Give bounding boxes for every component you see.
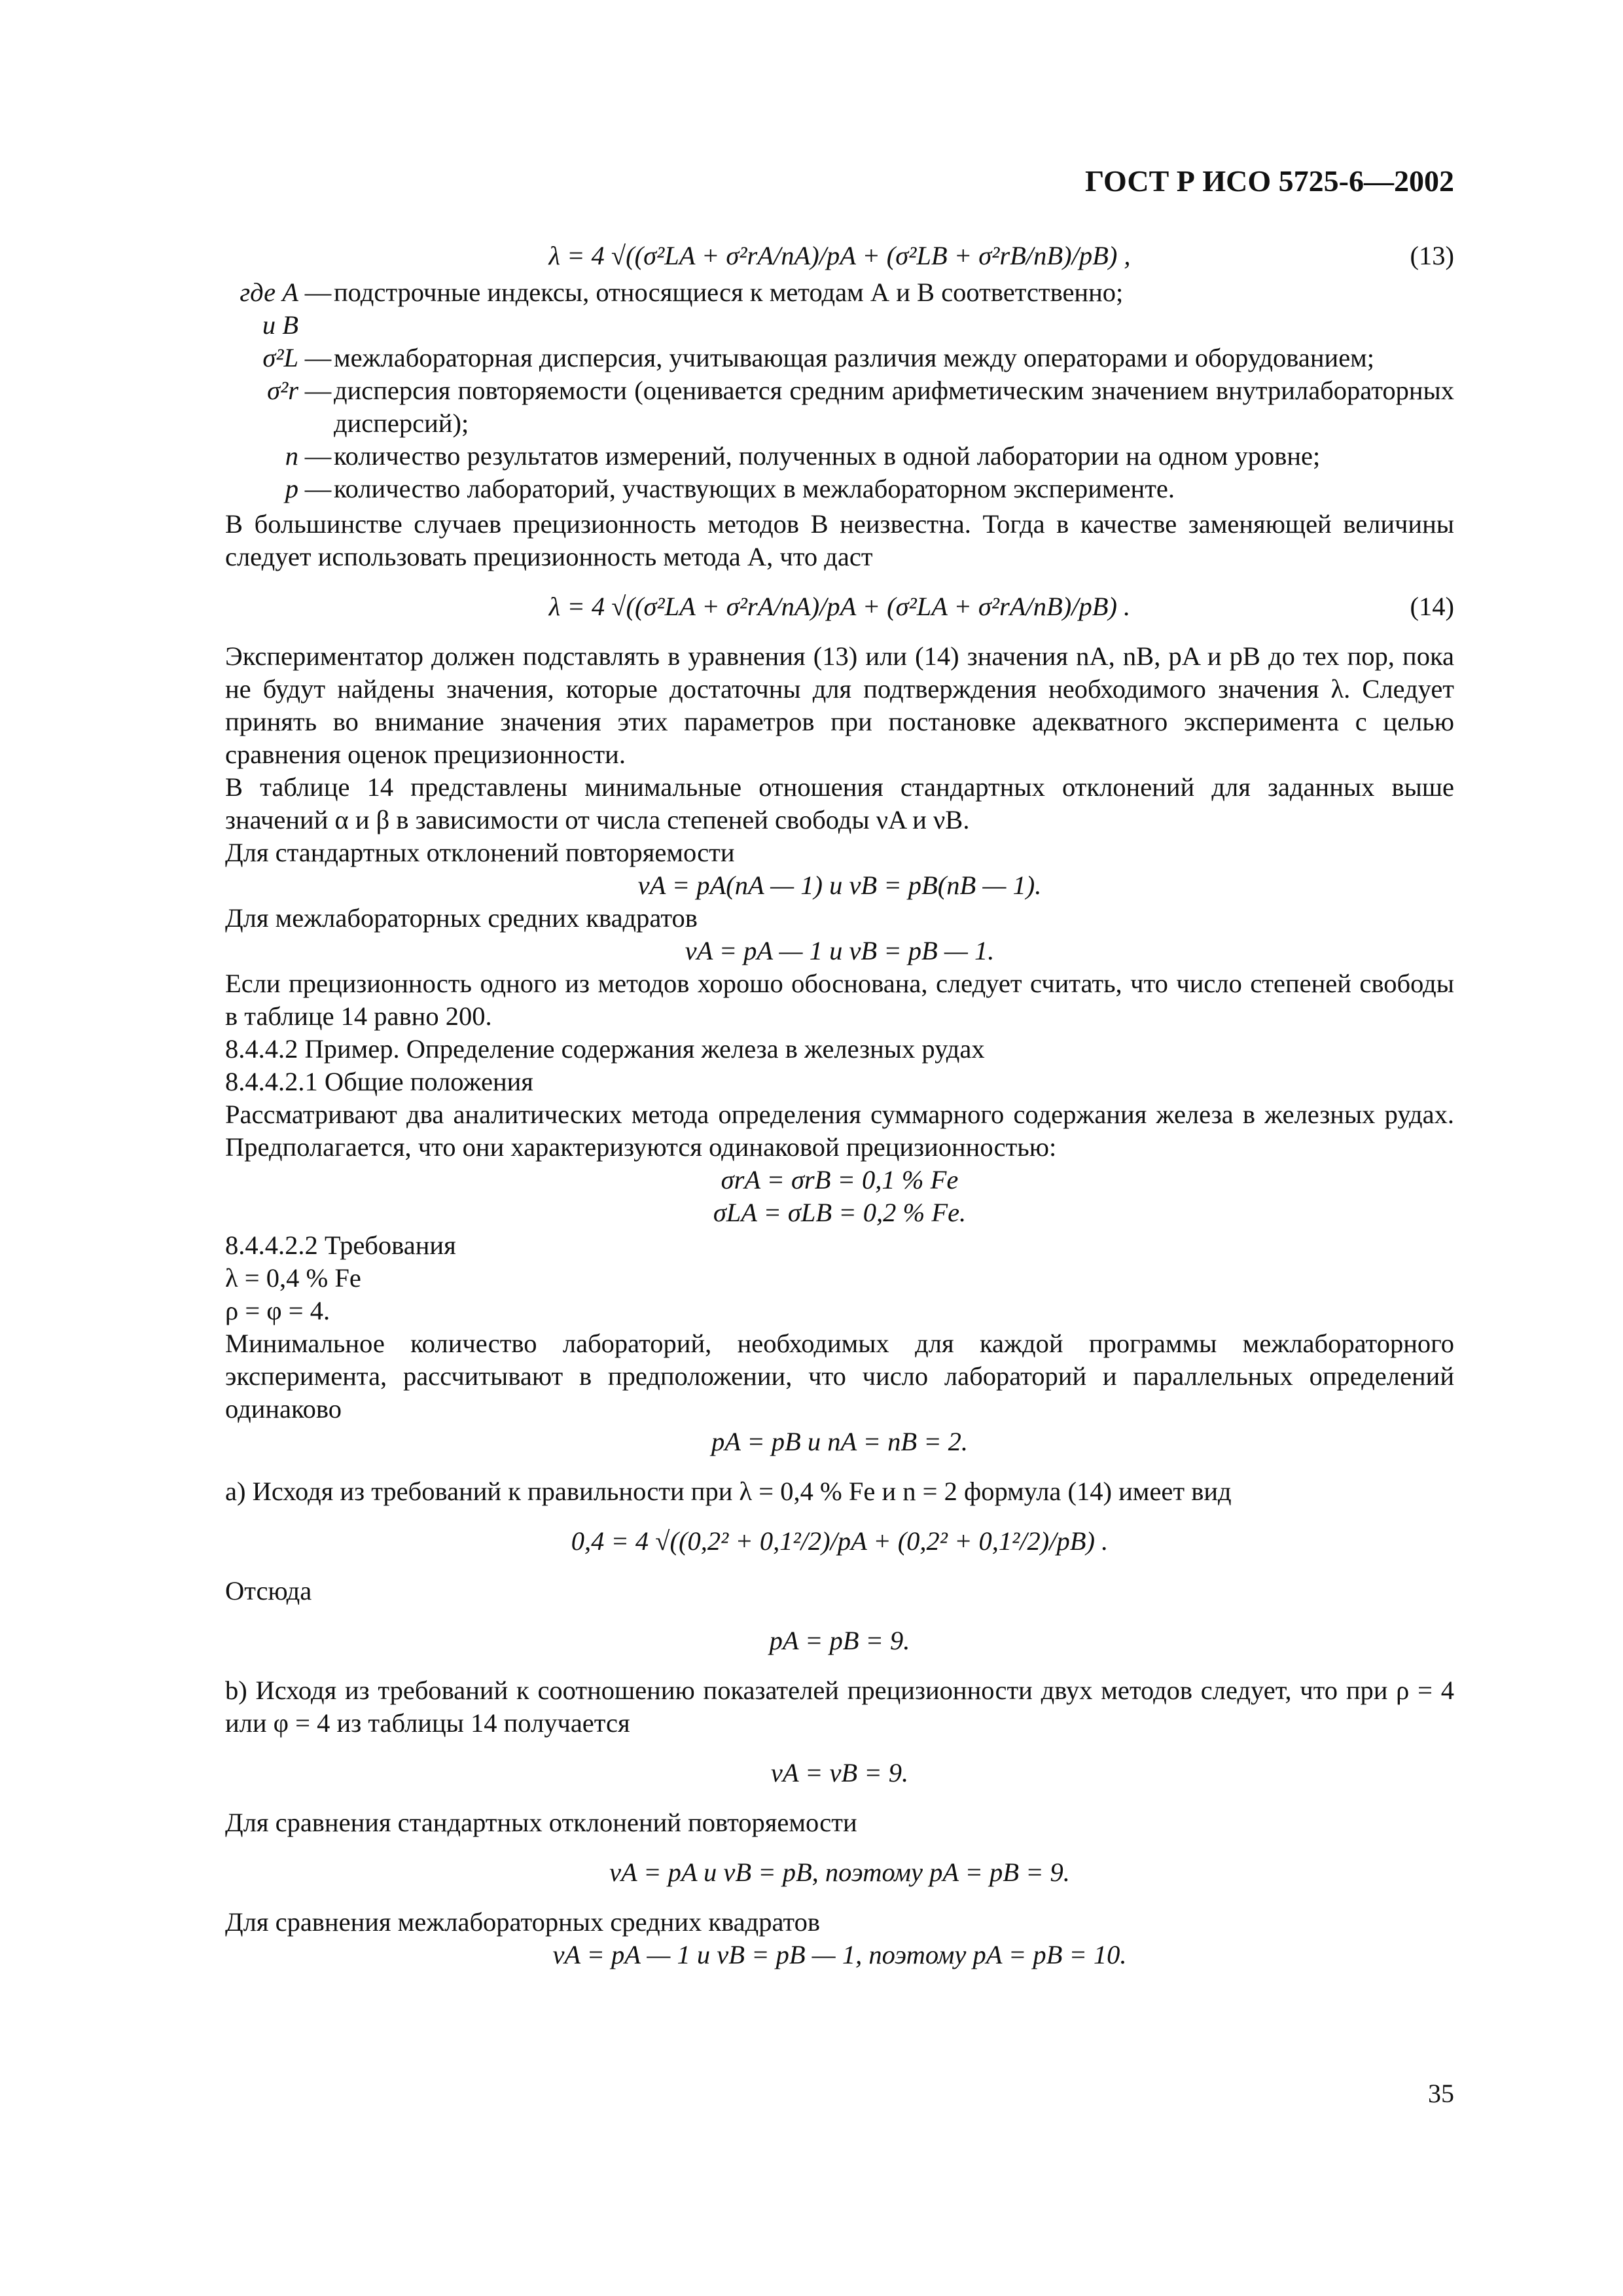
- section-heading-84421: 8.4.4.2.1 Общие положения: [225, 1067, 533, 1096]
- definition-text: количество лабораторий, участвующих в межлабораторном эксперименте.: [334, 474, 1175, 503]
- formula-compare-sd: νA = pA и νB = pB, поэтому pA = pB = 9.: [609, 1857, 1070, 1887]
- paragraph-repeat-sd: Для стандартных отклонений повторяемости: [225, 838, 735, 867]
- formula-repeat-sd: νA = pA(nA — 1) и νB = pB(nB — 1).: [637, 870, 1042, 900]
- paragraph-a: a) Исходя из требований к правильности при λ = 0,4 % Fe и n = 2 формула (14) имеет вид: [225, 1477, 1232, 1506]
- page-number: 35: [1428, 2079, 1454, 2108]
- paragraph-hence: Отсюда: [225, 1576, 312, 1605]
- definition-text: количество результатов измерений, полученных в одной лаборатории на одном уровне;: [334, 441, 1321, 471]
- formula-compare-ms: νA = pA — 1 и νB = pB — 1, поэтому pA = pB = 10.: [552, 1940, 1127, 1969]
- definition-dash: —: [304, 376, 332, 405]
- definition-symbol: σ²r: [267, 376, 298, 405]
- document-body: [225, 240, 1454, 1971]
- formula-b: νA = νB = 9.: [770, 1758, 909, 1787]
- equation-13: [225, 240, 1454, 272]
- section-heading-84422: 8.4.4.2.2 Требования: [225, 1230, 456, 1260]
- definition-item: [225, 276, 1454, 342]
- definition-dash: —: [304, 343, 332, 372]
- requirement-rho: ρ = φ = 4.: [225, 1296, 330, 1325]
- paragraph-two-methods: Рассматривают два аналитических метода определения суммарного содержания железа в железных рудах. Предполагается, что они характеризуются одинаковой прецизионностью:: [225, 1100, 1454, 1162]
- equation-14-number: (14): [1410, 592, 1454, 621]
- definition-dash: —: [304, 441, 332, 471]
- definitions-list: [225, 276, 1454, 505]
- formula-sigma-r: σrA = σrB = 0,1 % Fe: [721, 1165, 959, 1194]
- definition-symbol: где A и B: [240, 278, 298, 340]
- paragraph-experimenter: Экспериментатор должен подставлять в уравнения (13) или (14) значения nA, nB, pA и pB до тех пор, пока не будут найдены значения, которые достаточны для подтверждения необходимого значения λ. Следует принять во внимание значения этих параметров при постановке адекватного эксперимента с целью сравнения оценок прецизионности.: [225, 641, 1454, 769]
- definition-text: межлабораторная дисперсия, учитывающая различия между операторами и оборудованием;: [334, 343, 1375, 372]
- paragraph-compare-sd: Для сравнения стандартных отклонений повторяемости: [225, 1808, 857, 1837]
- paragraph-min-labs: Минимальное количество лабораторий, необходимых для каждой программы межлабораторного эксперимента, рассчитывают в предположении, что число лабораторий и параллельных определений одинаково: [225, 1329, 1454, 1424]
- definition-item: [225, 374, 1454, 440]
- paragraph-compare-ms: Для сравнения межлабораторных средних квадратов: [225, 1907, 820, 1937]
- document-header: ГОСТ Р ИСО 5725-6—2002: [1084, 164, 1454, 198]
- paragraph-if-precision: Если прецизионность одного из методов хорошо обоснована, следует считать, что число степеней свободы в таблице 14 равно 200.: [225, 969, 1454, 1031]
- paragraph-most-cases: В большинстве случаев прецизионность методов В неизвестна. Тогда в качестве заменяющей величины следует использовать прецизионность метода А, что даст: [225, 509, 1454, 571]
- formula-equal: pA = pB и nA = nB = 2.: [711, 1427, 969, 1456]
- definition-item: [225, 440, 1454, 473]
- equation-14-text: λ = 4 √((σ²LA + σ²rA/nA)/pA + (σ²LA + σ²rA/nB)/pB) .: [548, 592, 1131, 621]
- formula-sigma-l: σLA = σLB = 0,2 % Fe.: [713, 1198, 967, 1227]
- formula-hence: pA = pB = 9.: [769, 1626, 910, 1655]
- equation-14: [225, 590, 1454, 623]
- section-heading-8442: 8.4.4.2 Пример. Определение содержания железа в железных рудах: [225, 1034, 985, 1064]
- definition-item: [225, 473, 1454, 505]
- definition-symbol: σ²L: [262, 343, 298, 372]
- formula-a: 0,4 = 4 √((0,2² + 0,1²/2)/pA + (0,2² + 0,1²/2)/pB) .: [571, 1526, 1109, 1556]
- definition-symbol: n: [285, 441, 298, 471]
- definition-text: подстрочные индексы, относящиеся к методам А и В соответственно;: [334, 278, 1124, 307]
- requirement-lambda: λ = 0,4 % Fe: [225, 1263, 361, 1293]
- paragraph-b: b) Исходя из требований к соотношению показателей прецизионности двух методов следует, что при ρ = 4 или φ = 4 из таблицы 14 получается: [225, 1676, 1454, 1738]
- definition-symbol: p: [285, 474, 298, 503]
- equation-13-number: (13): [1410, 241, 1454, 270]
- definition-item: [225, 342, 1454, 374]
- paragraph-interlab-ms: Для межлабораторных средних квадратов: [225, 903, 698, 933]
- definition-text: дисперсия повторяемости (оценивается средним арифметическим значением внутрилабораторных дисперсий);: [334, 376, 1454, 438]
- paragraph-table14: В таблице 14 представлены минимальные отношения стандартных отклонений для заданных выше значений α и β в зависимости от числа степеней свободы νA и νB.: [225, 772, 1454, 834]
- definition-dash: —: [304, 278, 332, 307]
- equation-13-text: λ = 4 √((σ²LA + σ²rA/nA)/pA + (σ²LB + σ²rB/nB)/pB) ,: [548, 241, 1131, 270]
- definition-dash: —: [304, 474, 332, 503]
- formula-interlab-ms: νA = pA — 1 и νB = pB — 1.: [685, 936, 995, 965]
